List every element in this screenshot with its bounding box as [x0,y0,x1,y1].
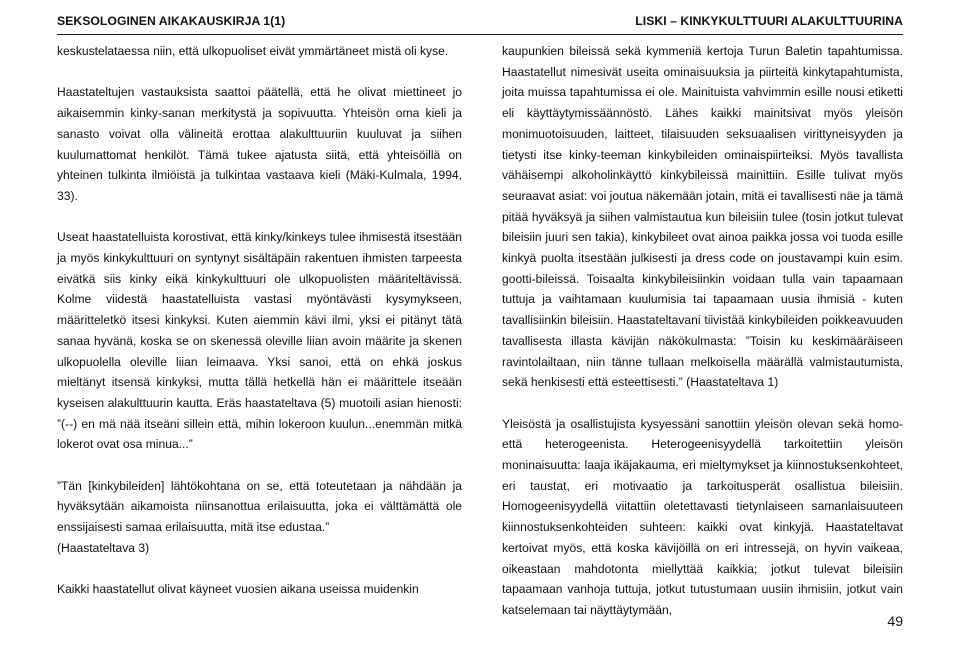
paragraph-gap [57,62,462,83]
block-quote: ”Tän [kinkybileiden] lähtökohtana on se, että toteutetaan ja nähdään ja hyväksytään aikamoista niinsanottua erilaisuutta, joka ei välttämättä ole enssijaisesti samaa erilaisuutta, mitä itse edustaa.” [57,478,462,535]
paragraph: kaupunkien bileissä sekä kymmeniä kertoja Turun Baletin tapahtumissa. Haastatellut nimesivät useita ominaisuuksia ja piirteitä kinkytapahtumista, joita muissa tapahtumissa ei ole. Mainituista vahvimmin esille nousi etiketti eli käyttäytymissäännöstö. Lähes kaikki mainitsivat myös yleisön monimuotoisuuden, laitteet, tilaisuuden seksuaalisen virittyneisyyden ja tietysti itse kinky-teeman kinkybileiden ominaispiirteiksi. Myös tavallista vähäisempi alkoholinkäyttö kinkybileissä mainittiin. Esille tulivat myös seuraavat asiat: voi joutua näkemään jotain, mitä ei tavallisesti näe ja tämä pitää hyväksyä ja siihen valmistautua kun bileisiin tulee (tosin jotkut tulevat bileisiin juuri sen takia), kinkybileet ovat ainoa paikka jossa voi tuoda esille kinkyä puolta itsestään julkisesti ja dress code on joustavampi kuin esim. gootti-bileissä. Toisaalta kinkybileisiinkin voidaan tulla vain tapaamaan tuttuja ja vaihtamaan kuulumisia tai tapaamaan uusia ihmisiä - kuten tavallisiinkin bileisiin. Haastateltavani tiivistää kinkybileiden poikkeavuuden tavallisesta illasta kävijän näkökulmasta: ”Toisin ku keskimääräiseen ravintolailtaan, niin tänne tullaan melkoisella määrällä valmistautumista, sekä henkisesti että esteettisesti.” (Haastateltava 1) [502,44,903,390]
article-title: LISKI – KINKYKULTTUURI ALAKULTTUURINA [635,14,903,28]
paragraph: Haastateltujen vastauksista saattoi päätellä, että he olivat miettineet jo aikaisemmin kinky-sanan merkitystä ja sopivuutta. Yhteisön oma kieli ja sanasto voivat olla välineitä erottaa alakulttuuriin kuuluvat ja siihen kuulumattomat henkilöt. Tämä tukee ajatusta siitä, että yhteisöillä on yhteinen tulkinta ilmiöistä ja tulkintaa vastaava kieli (Mäki-Kulmala, 1994, 33). [57,85,462,203]
running-header [57,12,903,35]
paragraph-gap [57,455,462,476]
paragraph: Kaikki haastatellut olivat käyneet vuosien aikana useissa muidenkin [57,582,419,597]
page-number: 49 [887,613,903,629]
paragraph-gap [57,559,462,580]
paragraph-gap [57,207,462,228]
journal-title: SEKSOLOGINEN AIKAKAUSKIRJA 1(1) [57,14,286,28]
quote-source: (Haastateltava 3) [57,540,150,555]
left-column [57,41,462,600]
paragraph: Yleisöstä ja osallistujista kysyessäni sanottiin yleisön olevan sekä homo-että heterogeenista. Heterogeenisyydellä tarkoitettiin yleisön moninaisuutta: laaja ikäjakauma, eri mieltymykset ja kiinnostuksenkohteet, eri taustat, eri motivaatio ja tarkoitusperät osallistua bileisiin. Homogeenisyydellä viitattiin oletettavasti tietynlaiseen samanlaisuuteen kiinnostuksenkohteiden suhteen: kaikki ovat kinkyjä. Haastateltavat kertoivat myös, että koska kävijöillä on eri intressejä, on hyvin vaikeaa, oikeastaan mahdotonta miellyttää kaikkia; jotkut tulevat bileisiin tapaamaan vanhoja tuttuja, jotkut tutustumaan uusiin ihmisiin, jotkut vain katselemaan tai näyttäytymään, [502,416,903,617]
paragraph: keskustelataessa niin, että ulkopuoliset eivät ymmärtäneet mistä oli kyse. [57,44,449,58]
paragraph: Useat haastatelluista korostivat, että kinky/kinkeys tulee ihmisestä itsestään ja myös kinkykulttuuri on syntynyt sisältäpäin rakentuen ihmisten tarpeesta eivätkä siis kinky eikä kinkykulttuuri ole ulkopuolisten määriteltävissä. Kolme viidestä haastatelluista vastasi myöntävästi kysymykseen, määritteletkö itsesi kinkyksi. Kuten aiemmin kävi ilmi, yksi ei pitänyt tätä sanaa hyvänä, koska se on skenessä oleville liian avoin määrite ja skenen ulkopuolella oleville liian leimaava. Yksi sanoi, että on ehkä joskus mieltänyt itsensä kinkyksi, mutta tällä hetkellä hän ei määrittele itseään kyseisen alakulttuurin kautta. Eräs haastateltava (5) muotoili asian hienosti: ”(--) en mä nää itseäni sillein että, mihin lokeroon kuulun...enemmän mitkä lokerot ovat osa minua...” [57,230,462,452]
paragraph-gap [502,393,903,414]
right-column [502,41,903,621]
